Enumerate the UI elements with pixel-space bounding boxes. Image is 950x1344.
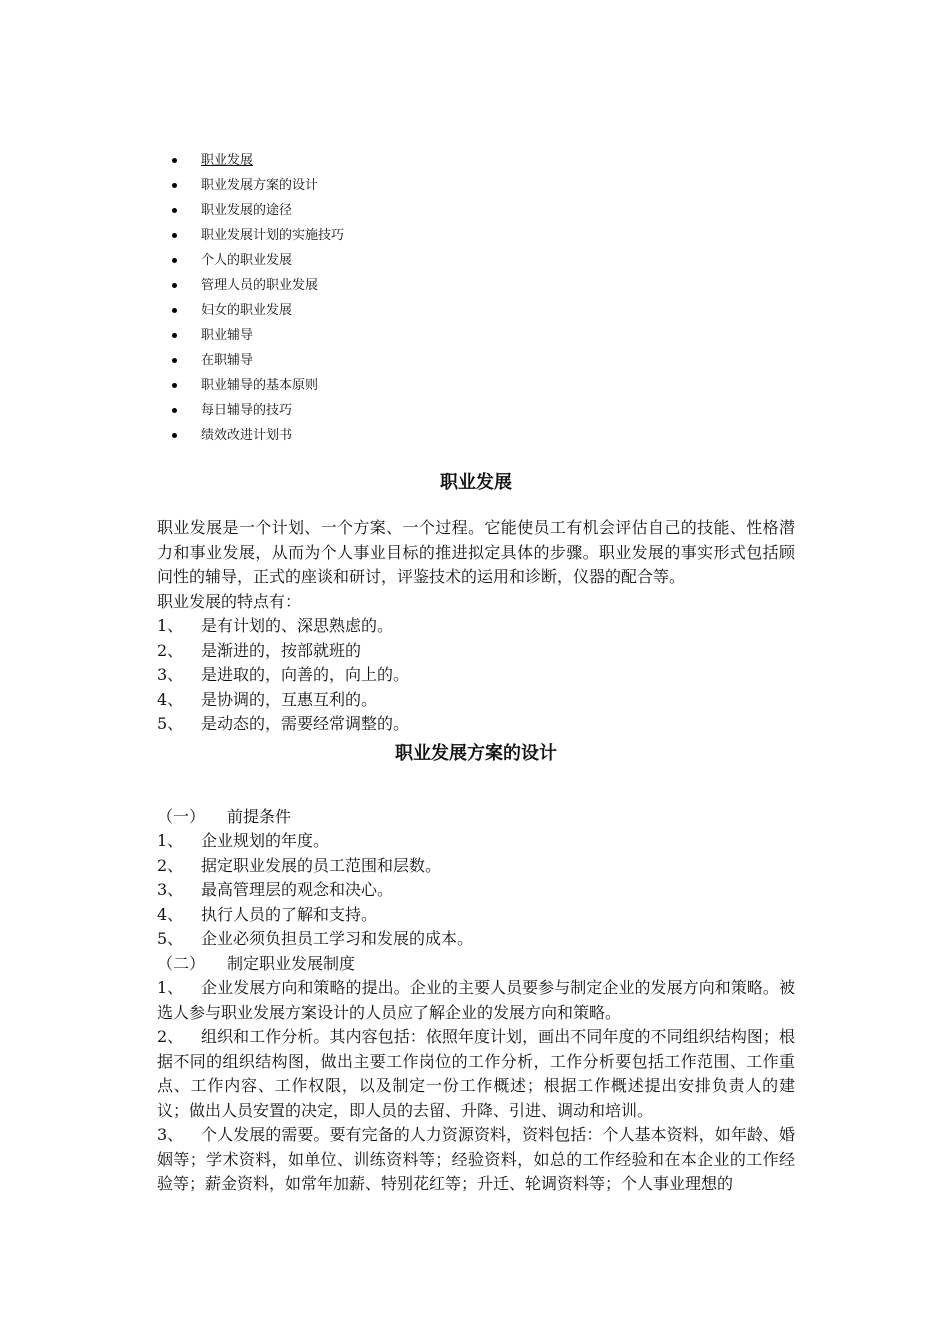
item-number: 1、 xyxy=(157,616,184,635)
toc-item-label: 每日辅导的技巧 xyxy=(201,403,293,418)
item-text: 是进取的，向善的，向上的。 xyxy=(201,665,410,684)
feature-item xyxy=(157,614,795,639)
item-text: 个人发展的需要。要有完备的人力资源资料，资料包括：个人基本资料，如年龄、婚姻等；学术资料，如单位、训练资料等；经验资料，如总的工作经验和在本企业的工作经验等；薪金资料，如常年加薪、特别花红等；升迁、轮调资料等；个人事业理想的 xyxy=(157,1125,795,1193)
subsection-title: 前提条件 xyxy=(227,806,292,826)
item-number: 1、 xyxy=(157,978,184,997)
feature-item xyxy=(157,688,795,713)
list-item xyxy=(157,829,795,854)
toc-item-label: 在职辅导 xyxy=(201,353,254,368)
item-text: 是渐进的，按部就班的 xyxy=(201,640,362,660)
feature-item xyxy=(157,712,795,737)
toc-item xyxy=(172,198,344,223)
section-title-program-design: 职业发展方案的设计 xyxy=(395,742,557,764)
item-text: 组织和工作分析。其内容包括：依照年度计划，画出不同年度的不同组织结构图；根据不同的组织结构图，做出主要工作岗位的工作分析，工作分析要包括工作范围、工作重点、工作内容、工作权限，以及制定一份工作概述；根据工作概述提出安排负责人的建议；做出人员安置的决定，即人员的去留、升降、引进、调动和培训。 xyxy=(157,1027,795,1120)
item-number: 3、 xyxy=(157,1125,184,1144)
toc-item-label: 职业发展方案的设计 xyxy=(201,178,319,193)
item-number: 5、 xyxy=(157,929,184,948)
intro-paragraph: 职业发展是一个计划、一个方案、一个过程。它能使员工有机会评估自己的技能、性格潜力和事业发展，从而为个人事业目标的推进拟定具体的步骤。职业发展的事实形式包括顾问性的辅导，正式的座谈和研讨，评鉴技术的运用和诊断，仪器的配合等。 xyxy=(157,518,795,586)
toc-item xyxy=(172,223,344,248)
item-number: 1、 xyxy=(157,831,184,850)
toc-item xyxy=(172,423,344,448)
list-item xyxy=(157,1025,795,1123)
toc-item xyxy=(172,298,344,323)
item-text: 是动态的，需要经常调整的。 xyxy=(201,714,410,733)
toc-item-label: 管理人员的职业发展 xyxy=(201,278,319,293)
subsection-label: （一） xyxy=(157,806,206,826)
toc-item xyxy=(172,373,344,398)
item-number: 3、 xyxy=(157,880,184,899)
toc-item xyxy=(172,398,344,423)
list-item xyxy=(157,1123,795,1197)
toc-item-label: 职业辅导的基本原则 xyxy=(201,378,319,393)
subsection-title: 制定职业发展制度 xyxy=(227,953,356,973)
toc-item xyxy=(172,273,344,298)
toc-item-label: 妇女的职业发展 xyxy=(201,303,293,318)
toc-item-label: 职业发展的途径 xyxy=(201,203,293,218)
toc-item xyxy=(172,173,344,198)
item-text: 企业必须负担员工学习和发展的成本。 xyxy=(201,929,474,948)
item-number: 2、 xyxy=(157,855,184,875)
toc-item-label: 职业发展计划的实施技巧 xyxy=(201,228,345,243)
item-text: 据定职业发展的员工范围和层数。 xyxy=(201,855,442,875)
list-item xyxy=(157,854,795,879)
subsection-heading xyxy=(157,952,795,977)
features-label: 职业发展的特点有： xyxy=(157,591,302,611)
list-item xyxy=(157,976,795,1025)
item-text: 执行人员的了解和支持。 xyxy=(201,904,378,924)
list-item xyxy=(157,903,795,928)
list-item xyxy=(157,878,795,903)
toc-item-label: 个人的职业发展 xyxy=(201,253,293,268)
subsection-heading xyxy=(157,805,795,830)
item-number: 5、 xyxy=(157,714,184,733)
section-title-career-development: 职业发展 xyxy=(440,472,512,493)
item-number: 3、 xyxy=(157,665,184,684)
item-number: 4、 xyxy=(157,689,184,709)
toc-item xyxy=(172,323,344,348)
list-item xyxy=(157,927,795,952)
item-text: 企业发展方向和策略的提出。企业的主要人员要参与制定企业的发展方向和策略。被选人参与职业发展方案设计的人员应了解企业的发展方向和策略。 xyxy=(157,978,795,1022)
item-text: 企业规划的年度。 xyxy=(201,831,330,850)
table-of-contents xyxy=(172,148,344,448)
subsection-label: （二） xyxy=(157,953,206,973)
item-number: 4、 xyxy=(157,904,184,924)
feature-item xyxy=(157,663,795,688)
item-text: 是有计划的、深思熟虑的。 xyxy=(201,616,394,635)
toc-item xyxy=(172,348,344,373)
item-text: 最高管理层的观念和决心。 xyxy=(201,880,394,899)
item-text: 是协调的，互惠互利的。 xyxy=(201,689,378,709)
toc-item-label[interactable]: 职业发展 xyxy=(201,153,254,168)
item-number: 2、 xyxy=(157,640,184,660)
toc-item xyxy=(172,248,344,273)
toc-item[interactable] xyxy=(172,148,344,173)
feature-item xyxy=(157,639,795,664)
toc-item-label: 职业辅导 xyxy=(201,328,254,343)
item-number: 2、 xyxy=(157,1027,184,1046)
toc-item-label: 绩效改进计划书 xyxy=(201,428,293,443)
document-body xyxy=(157,464,795,1197)
